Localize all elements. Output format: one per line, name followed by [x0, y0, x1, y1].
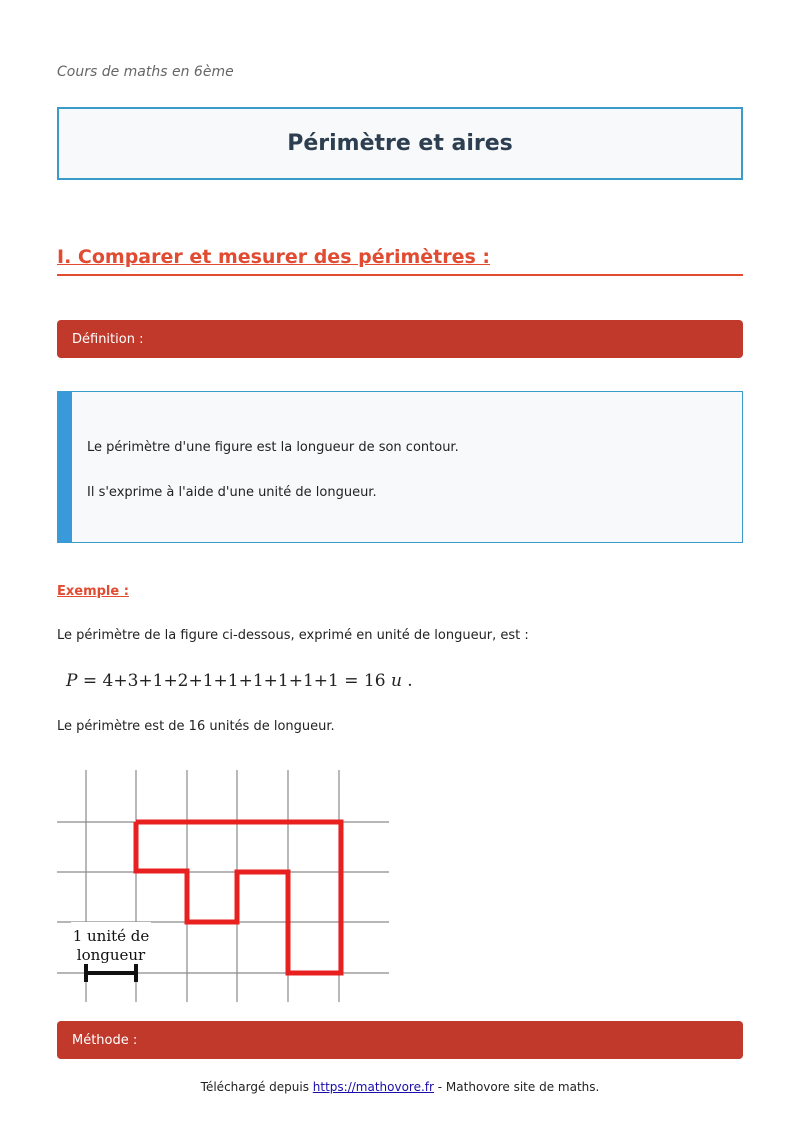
example-intro: Le périmètre de la figure ci-dessous, exprimé en unité de longueur, est :	[57, 628, 529, 643]
example-conclusion: Le périmètre est de 16 unités de longueur.	[57, 719, 335, 734]
definition-line-1: Le périmètre d'une figure est la longueur de son contour.	[87, 440, 459, 455]
method-label: Méthode :	[72, 1032, 138, 1048]
footer-link[interactable]: https://mathovore.fr	[312, 1080, 434, 1094]
definition-box	[57, 391, 743, 543]
title-box	[57, 107, 743, 180]
section-heading: I. Comparer et mesurer des périmètres :	[57, 246, 743, 276]
course-subtitle: Cours de maths en 6ème	[57, 64, 234, 80]
unit-label-line-1: 1 unité de	[72, 927, 150, 945]
method-bar	[57, 1021, 743, 1059]
footer-suffix: - Mathovore site de maths.	[433, 1080, 600, 1094]
definition-label: Définition :	[72, 331, 144, 347]
grid-figure	[57, 770, 392, 1002]
definition-line-2: Il s'exprime à l'aide d'une unité de longueur.	[87, 485, 377, 500]
formula-variable: P	[66, 671, 78, 691]
example-label: Exemple :	[57, 584, 129, 599]
perimeter-formula	[66, 671, 413, 691]
formula-end: .	[401, 671, 413, 691]
unit-label-line-2: longueur	[76, 946, 146, 964]
figure-outline	[136, 822, 341, 973]
definition-bar	[57, 320, 743, 358]
formula-body: = 4+3+1+2+1+1+1+1+1+1 = 16	[77, 671, 391, 691]
footer-prefix: Téléchargé depuis	[200, 1080, 313, 1094]
footer	[0, 1080, 800, 1094]
unit-length-marker	[86, 964, 136, 982]
page-title: Périmètre et aires	[287, 131, 513, 156]
formula-unit: u	[390, 671, 402, 691]
